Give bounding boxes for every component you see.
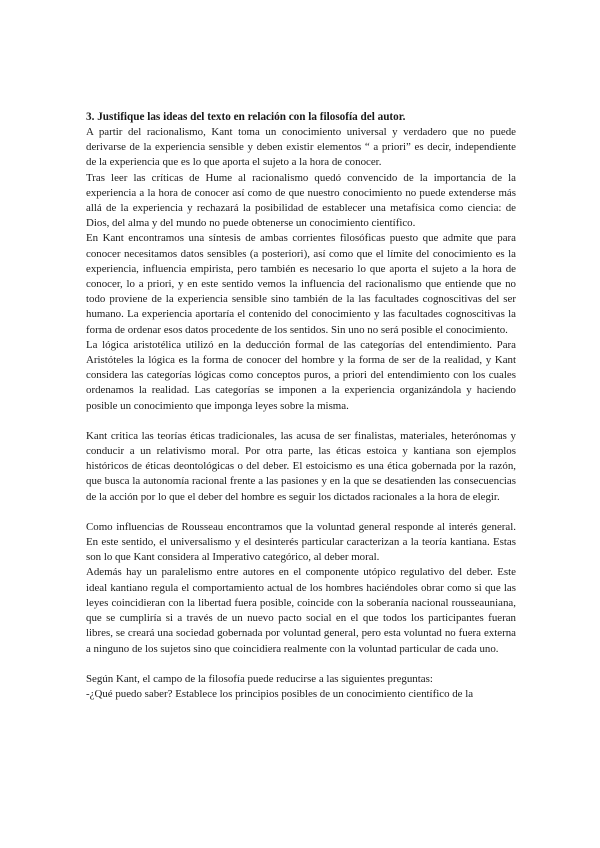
paragraph-ethics: Kant critica las teorías éticas tradicionales, las acusa de ser finalistas, materiales, heterónomas y conducir a un relativismo moral. Por otra parte, las éticas estoica y kantiana son ejemplos históricos de éticas deontológicas o del deber. El estoicismo es una ética gobernada por la razón, que busca la autonomía racional frente a las pasiones y en la que se desatienden las consecuencias de la acción por lo que el deber del hombre es seguir los dictados racionales a la hora de elegir. <box>86 429 516 503</box>
paragraph-gap <box>86 505 516 520</box>
section-heading: 3. Justifique las ideas del texto en relación con la filosofía del autor. <box>86 111 406 123</box>
paragraph-gap <box>86 657 516 672</box>
paragraph-synthesis: En Kant encontramos una síntesis de ambas corrientes filosóficas puesto que admite que para conocer necesitamos datos sensibles (a posteriori), así como que el límite del conocimiento es la experiencia, influencia empirista, pero también es necesario lo que aporta el sujeto a la hora de conocer, lo a priori, y en este sentido vemos la influencia del racionalismo que entiende que no todo proviene de la experiencia sensible sino también de la las facultades cognoscitivas del ser humano. La experiencia aportaría el contenido del conocimiento y las facultades cognoscitivas la forma de ordenar esos datos procedente de los sentidos. Sin uno no será posible el conocimiento. <box>86 232 516 336</box>
paragraph-rousseau: Como influencias de Rousseau encontramos que la voluntad general responde al interés general. En este sentido, el universalismo y el desinterés particular caracterizan a la teoría kantiana. Estas son lo que Kant considera al Imperativo categórico, al deber moral. <box>86 520 516 564</box>
paragraph-hume: Tras leer las críticas de Hume al racionalismo quedó convencido de la importancia de la experiencia a la hora de conocer así como de que nuestro conocimiento no puede extenderse más allá de la experiencia y rechazará la posibilidad de establecer una metafísica como ciencia: de Dios, del alma y del mundo no puede obtenerse un conocimiento científico. <box>86 171 516 230</box>
paragraph-question-knowledge: -¿Qué puedo saber? Establece los principios posibles de un conocimiento científico de la <box>86 687 474 700</box>
paragraph-rationalism: A partir del racionalismo, Kant toma un conocimiento universal y verdadero que no puede derivarse de la experiencia sensible y deben existir elementos “ a priori” es decir, independiente de la experiencia que es lo que aporta el sujeto a la hora de conocer. <box>86 126 516 169</box>
paragraph-gap <box>86 414 516 429</box>
paragraph-utopia: Además hay un paralelismo entre autores en el componente utópico regulativo del deber. Este ideal kantiano regula el comportamiento actual de los hombres haciéndoles obrar como si que las leyes coincidieran con la libertad fuera posible, coincide con la soberanía nacional rousseauniana, que se cumpliría si a través de un nuevo pacto social en el que todos los participantes fueran libres, se creará una sociedad gobernada por voluntad general, pero esta voluntad no fuera externa a ninguno de los sujetos sino que coincidiera realmente con la voluntad particular de cada uno. <box>86 566 516 655</box>
paragraph-questions-intro: Según Kant, el campo de la filosofía puede reducirse a las siguientes preguntas: <box>86 672 433 685</box>
paragraph-aristotle: La lógica aristotélica utilizó en la deducción formal de las categorías del entendimiento. Para Aristóteles la lógica es la forma de conocer del hombre y la forma de ser de la realidad, y Kant considera las categorías lógicas como conceptos puros, a priori del entendimiento con los cuales ordenamos la realidad. Las categorías se imponen a la experiencia organizándola y haciendo posible un conocimiento que imponga leyes sobre la misma. <box>86 338 516 412</box>
